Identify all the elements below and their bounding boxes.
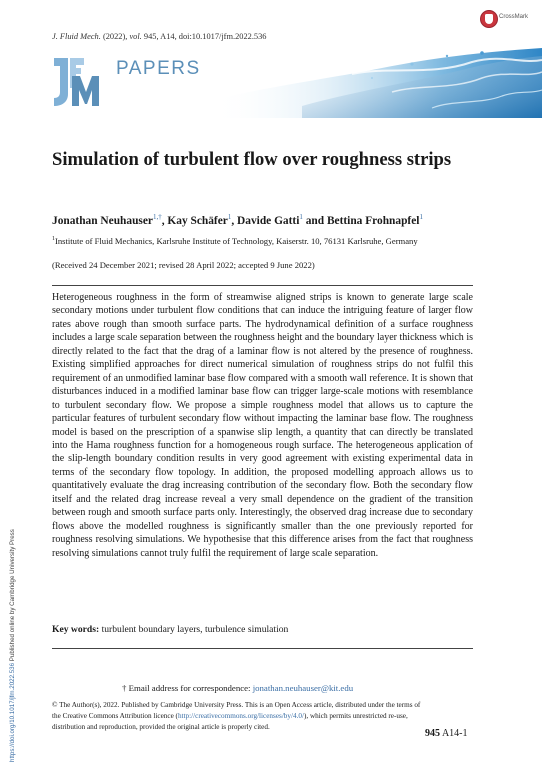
keywords	[52, 624, 288, 635]
received-dates: (Received 24 December 2021; revised 28 April 2022; accepted 9 June 2022)	[52, 260, 315, 270]
copyright-notice	[52, 700, 422, 733]
page-id: A14-1	[441, 728, 468, 739]
keywords-text: turbulent boundary layers, turbulence simulation	[101, 624, 289, 635]
author-separator: ,	[161, 214, 168, 227]
sidebar	[0, 0, 18, 768]
sidebar-published-text: Published online by Cambridge University Press	[9, 529, 16, 663]
author-name: Jonathan Neuhauser	[52, 214, 153, 227]
article-title: Simulation of turbulent flow over roughness strips	[52, 149, 452, 170]
journal-reference	[52, 32, 266, 41]
author-affiliation-mark[interactable]: 1	[227, 213, 232, 221]
page-number	[425, 728, 468, 739]
sidebar-text	[9, 529, 16, 762]
author-separator: ,	[231, 214, 238, 227]
author-name: Davide Gatti	[237, 214, 300, 227]
author-name: Kay Schäfer	[167, 214, 228, 227]
affiliation	[52, 236, 418, 246]
crossmark-badge[interactable]	[478, 9, 538, 29]
correspondence-label: † Email address for correspondence:	[122, 683, 253, 693]
author-name: Bettina Frohnapfel	[326, 214, 420, 227]
copyright-text-2: ), which permits unrestricted re-use, distribution and reproduction, provided the original article is properly cited.	[52, 711, 408, 731]
author-affiliation-mark[interactable]: 1	[299, 213, 303, 221]
affiliation-mark: 1	[52, 236, 55, 243]
journal-year: (2022),	[102, 32, 130, 41]
abstract-text: Heterogeneous roughness in the form of streamwise aligned strips is known to generate large scale secondary motions under turbulent flow conditions that can induce the intriguing feature of larger flow rates above rough than smooth surface parts. The hydrodynamical definition of a surface roughness includes a large scale separation between the roughness height and the boundary layer thickness which is directly related to the fact that the drag of a laminar flow is not altered by the presence of roughness. Existing simplified approaches for direct numerical simulation of roughness strips do not fulfil this requirement of an unmodified laminar base flow compared with a smooth wall reference. It is shown that disturbances induced in a modified laminar base flow can trigger large-scale motions with resemblance to turbulent secondary flow. We propose a simple roughness model that allows us to capture the particular features of turbulent secondary flow without impacting the laminar base flow. The roughness model is based on the prescription of a spanwise slip length, a quantity that can directly be translated into the Hama roughness function for a homogeneous rough surface. The heterogeneous application of the slip-length boundary condition results in very good agreement with existing experimental data in terms of the secondary flow topology. In addition, the proposed modelling approach allows us to quantitatively evaluate the drag increasing contribution of the secondary flow. Both the secondary flow itself and the related drag increase reveal a very small dependence on the gradient of the transition between rough and smooth surface parts only. Interestingly, the observed drag increase due to secondary flows above the modelled roughness is significantly smaller than the one previously reported for roughness resolving simulations. We hypothesise that this difference arises from the fact that roughness resolving simulations cannot truly fulfil the requirement of large scale separation.	[52, 292, 473, 559]
crossmark-icon	[480, 10, 498, 28]
page-volume: 945	[425, 728, 440, 739]
affiliation-text: Institute of Fluid Mechanics, Karlsruhe Institute of Technology, Kaiserstr. 10, 76131 Karlsruhe, Germany	[55, 236, 418, 246]
keywords-label: Key words:	[52, 624, 100, 635]
jfm-logo	[52, 54, 100, 108]
jfm-logo-icon	[52, 54, 100, 108]
journal-vol-rest: 945, A14, doi:10.1017/jfm.2022.536	[141, 32, 267, 41]
copyright-text-1: © The Author(s), 2022. Published by Cambridge University Press. This is an Open Access article, distributed under the terms of the Creative Commons Attribution licence (	[52, 701, 421, 720]
author-affiliation-mark[interactable]: 1	[419, 213, 423, 221]
license-link[interactable]: http://creativecommons.org/licenses/by/4.0/	[177, 711, 304, 720]
journal-vol-label: vol.	[129, 32, 142, 41]
divider-bottom	[52, 648, 473, 649]
papers-label: PAPERS	[116, 58, 201, 79]
author-separator: and	[302, 214, 327, 227]
correspondence	[122, 683, 353, 693]
author-affiliation-mark[interactable]: 1,†	[152, 213, 162, 221]
author-list	[52, 213, 423, 227]
crossmark-label: CrossMark	[499, 14, 529, 20]
correspondence-email-link[interactable]: jonathan.neuhauser@kit.edu	[252, 683, 354, 693]
sidebar-doi-link[interactable]: https://doi.org/10.1017/jfm.2022.536	[9, 662, 16, 762]
journal-name: J. Fluid Mech.	[52, 32, 101, 41]
divider-top	[52, 285, 473, 286]
